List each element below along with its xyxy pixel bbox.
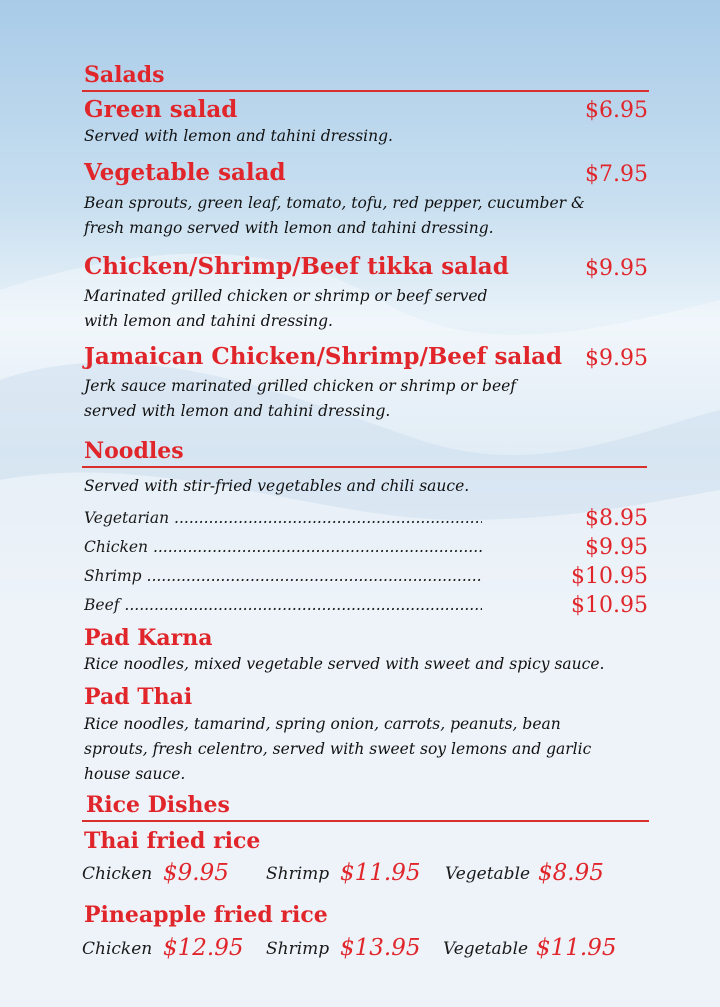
rice-option-label: Chicken (82, 939, 153, 959)
item-name-tikka-salad: Chicken/Shrimp/Beef tikka salad (84, 253, 509, 280)
noodle-option-label: Beef ..... (84, 596, 482, 614)
noodle-option-row (84, 567, 482, 589)
item-name-pad-karna: Pad Karna (84, 625, 213, 651)
rice-option-price: $9.95 (163, 860, 229, 886)
section-title-salads: Salads (84, 62, 165, 88)
item-name-vegetable-salad: Vegetable salad (84, 159, 286, 186)
rice-option-label: Shrimp (266, 939, 330, 959)
section-title-noodles: Noodles (84, 438, 184, 464)
item-price-tikka-salad: $9.95 (585, 256, 648, 281)
rice-option-label: Vegetable (445, 864, 531, 884)
rice-option-price: $13.95 (340, 935, 421, 961)
item-desc-line: Bean sprouts, green leaf, tomato, tofu, red pepper, cucumber & (84, 194, 585, 212)
section-rule (82, 90, 649, 92)
section-rule (82, 466, 647, 468)
item-price-green-salad: $6.95 (585, 98, 648, 123)
noodles-intro: Served with stir-fried vegetables and chili sauce. (84, 477, 470, 495)
noodle-option-label: Vegetarian ..... (84, 509, 482, 527)
section-rule (82, 820, 649, 822)
item-desc-line: with lemon and tahini dressing. (84, 312, 333, 330)
rice-option-price: $11.95 (536, 935, 617, 961)
item-desc-green-salad: Served with lemon and tahini dressing. (84, 127, 393, 145)
item-desc-line: Rice noodles, tamarind, spring onion, carrots, peanuts, bean (84, 715, 561, 733)
rice-option-label: Vegetable (443, 939, 529, 959)
noodle-option-label: Chicken ..... (84, 538, 482, 556)
noodle-option-row (84, 596, 482, 618)
rice-option-price: $12.95 (163, 935, 244, 961)
noodle-option-price: $9.95 (585, 535, 648, 560)
item-desc-line: fresh mango served with lemon and tahini dressing. (84, 219, 494, 237)
noodle-option-price: $10.95 (571, 593, 648, 618)
item-name-pad-thai: Pad Thai (84, 684, 193, 710)
noodle-option-price: $10.95 (571, 564, 648, 589)
item-name-thai-fried-rice: Thai fried rice (84, 828, 261, 854)
rice-option-price: $8.95 (538, 860, 604, 886)
item-desc-line: served with lemon and tahini dressing. (84, 402, 391, 420)
item-desc-line: sprouts, fresh celentro, served with sweet soy lemons and garlic (84, 740, 592, 758)
item-name-pineapple-fried-rice: Pineapple fried rice (84, 902, 328, 928)
rice-option-label: Shrimp (266, 864, 330, 884)
rice-option-label: Chicken (82, 864, 153, 884)
item-name-jamaican-salad: Jamaican Chicken/Shrimp/Beef salad (84, 343, 563, 370)
section-title-rice-dishes: Rice Dishes (86, 792, 230, 818)
item-name-green-salad: Green salad (84, 96, 238, 123)
noodle-option-price: $8.95 (585, 506, 648, 531)
item-price-jamaican-salad: $9.95 (585, 346, 648, 371)
noodle-option-row (84, 509, 482, 531)
item-desc-pad-karna: Rice noodles, mixed vegetable served with sweet and spicy sauce. (84, 655, 605, 673)
noodle-option-row (84, 538, 482, 560)
noodle-option-label: Shrimp ..... (84, 567, 482, 585)
item-desc-line: Jerk sauce marinated grilled chicken or shrimp or beef (84, 377, 517, 395)
rice-option-price: $11.95 (340, 860, 421, 886)
item-price-vegetable-salad: $7.95 (585, 162, 648, 187)
item-desc-line: Marinated grilled chicken or shrimp or beef served (84, 287, 488, 305)
item-desc-line: house sauce. (84, 765, 186, 783)
